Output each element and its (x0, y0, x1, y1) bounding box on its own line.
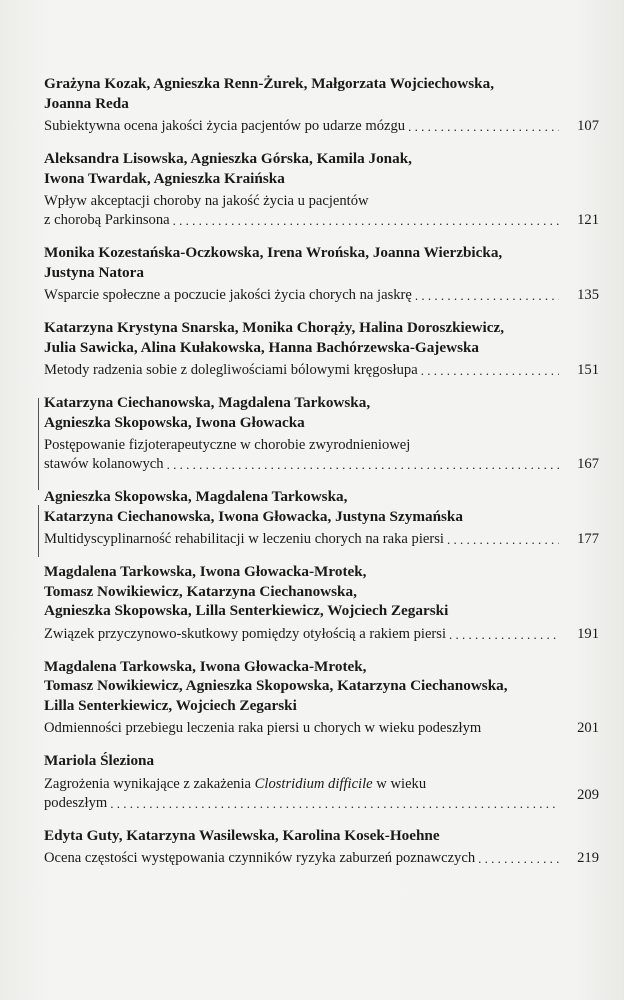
entry-title-row (44, 211, 599, 230)
entry-title-row (44, 849, 599, 868)
author-line: Agnieszka Skopowska, Magdalena Tarkowska, (44, 488, 348, 505)
entry-title: Wpływ akceptacji choroby na jakość życia u pacjentów (44, 193, 369, 209)
entry-title (44, 775, 599, 794)
entry-authors (44, 487, 599, 526)
entry-title-row (44, 117, 599, 136)
leader-dots (173, 211, 559, 230)
toc-entry (44, 393, 599, 474)
entry-title: Odmienności przebiegu leczenia raka piersi u chorych w wieku podeszłym (44, 720, 482, 736)
entry-title-row (44, 361, 599, 380)
margin-mark (38, 398, 39, 490)
entry-page-number: 209 (577, 786, 599, 803)
entry-page-number: 121 (577, 212, 599, 228)
leader-dots (167, 455, 559, 474)
author-line: Katarzyna Ciechanowska, Magdalena Tarkowska, (44, 394, 371, 411)
entry-title: Związek przyczynowo-skutkowy pomiędzy otyłością a rakiem piersi (44, 625, 447, 642)
entry-page-number: 167 (577, 456, 599, 472)
entry-authors (44, 657, 599, 716)
author-line: Grażyna Kozak, Agnieszka Renn-Żurek, Małgorzata Wojciechowska, (44, 75, 494, 92)
entry-title-row (44, 625, 599, 644)
leader-dots (449, 625, 559, 644)
leader-dots (408, 117, 559, 136)
author-line: Monika Kozestańska-Oczkowska, Irena Wrońska, Joanna Wierzbicka, (44, 244, 503, 261)
leader-dots (110, 794, 559, 813)
table-of-contents (44, 74, 599, 881)
toc-entry (44, 487, 599, 549)
toc-entry (44, 243, 599, 305)
author-line: Iwona Twardak, Agnieszka Kraińska (44, 169, 285, 187)
title-part: w wieku (372, 775, 427, 792)
entry-title-row (44, 286, 599, 305)
entry-page-number: 135 (577, 287, 599, 303)
entry-page-number: 177 (577, 531, 599, 547)
toc-entry (44, 74, 599, 136)
toc-entry (44, 657, 599, 739)
entry-page-number: 219 (577, 850, 599, 866)
leader-dots (415, 286, 559, 305)
toc-entry (44, 826, 599, 869)
entry-authors (44, 149, 599, 188)
author-line: Justyna Natora (44, 263, 144, 281)
title-part: Zagrożenia wynikające z zakażenia (44, 775, 255, 792)
toc-entry (44, 149, 599, 230)
author-line: Aleksandra Lisowska, Agnieszka Górska, Kamila Jonak, (44, 150, 412, 167)
toc-entry (44, 751, 599, 813)
toc-entry (44, 562, 599, 644)
entry-authors (44, 74, 599, 113)
entry-title-continuation: podeszłym (44, 794, 108, 811)
author-line: Katarzyna Krystyna Snarska, Monika Chorąży, Halina Doroszkiewicz, (44, 319, 504, 336)
entry-title: Ocena częstości występowania czynników ryzyka zaburzeń poznawczych (44, 850, 476, 866)
entry-title-row (44, 786, 599, 813)
entry-page-number: 151 (577, 362, 599, 378)
entry-title-continuation: stawów kolanowych (44, 456, 164, 472)
entry-page-number: 201 (577, 720, 599, 736)
author-line: Tomasz Nowikiewicz, Agnieszka Skopowska, Katarzyna Ciechanowska, (44, 677, 508, 694)
entry-authors (44, 243, 599, 282)
entry-title-row (44, 455, 599, 474)
entry-authors (44, 562, 599, 621)
entry-title-row (44, 530, 599, 549)
entry-title: Wsparcie społeczne a poczucie jakości życia chorych na jaskrę (44, 287, 412, 303)
entry-authors (44, 751, 599, 771)
entry-title: Metody radzenia sobie z dolegliwościami bólowymi kręgosłupa (44, 362, 418, 378)
author-line: Julia Sawicka, Alina Kułakowska, Hanna Bachórzewska-Gajewska (44, 338, 480, 356)
author-line: Joanna Reda (44, 94, 129, 112)
author-line: Edyta Guty, Katarzyna Wasilewska, Karolina Kosek-Hoehne (44, 826, 440, 844)
entry-title: Postępowanie fizjoterapeutyczne w chorobie zwyrodnieniowej (44, 437, 411, 453)
entry-page-number: 191 (577, 625, 599, 642)
entry-title-continuation: z chorobą Parkinsona (44, 212, 170, 228)
author-line: Lilla Senterkiewicz, Wojciech Zegarski (44, 696, 297, 714)
author-line: Katarzyna Ciechanowska, Iwona Głowacka, Justyna Szymańska (44, 507, 463, 525)
toc-entry (44, 318, 599, 380)
author-line: Mariola Śleziona (44, 752, 155, 769)
author-line: Tomasz Nowikiewicz, Katarzyna Ciechanowska, (44, 582, 357, 600)
margin-mark (38, 505, 39, 557)
entry-authors (44, 393, 599, 432)
entry-authors (44, 826, 599, 846)
leader-dots (478, 849, 559, 868)
entry-page-number: 107 (577, 118, 599, 134)
leader-dots (421, 361, 559, 380)
author-line: Magdalena Tarkowska, Iwona Głowacka-Mrotek, (44, 563, 367, 580)
entry-authors (44, 318, 599, 357)
author-line: Magdalena Tarkowska, Iwona Głowacka-Mrotek, (44, 657, 367, 675)
entry-title: Multidyscyplinarność rehabilitacji w leczeniu chorych na raka piersi (44, 531, 444, 547)
entry-title: Subiektywna ocena jakości życia pacjentów po udarze mózgu (44, 118, 406, 134)
author-line: Agnieszka Skopowska, Lilla Senterkiewicz, Wojciech Zegarski (44, 602, 449, 619)
title-italic-part: Clostridium difficile (254, 775, 373, 792)
leader-dots (447, 530, 559, 549)
author-line: Agnieszka Skopowska, Iwona Głowacka (44, 413, 305, 431)
entry-title-row (44, 719, 599, 738)
